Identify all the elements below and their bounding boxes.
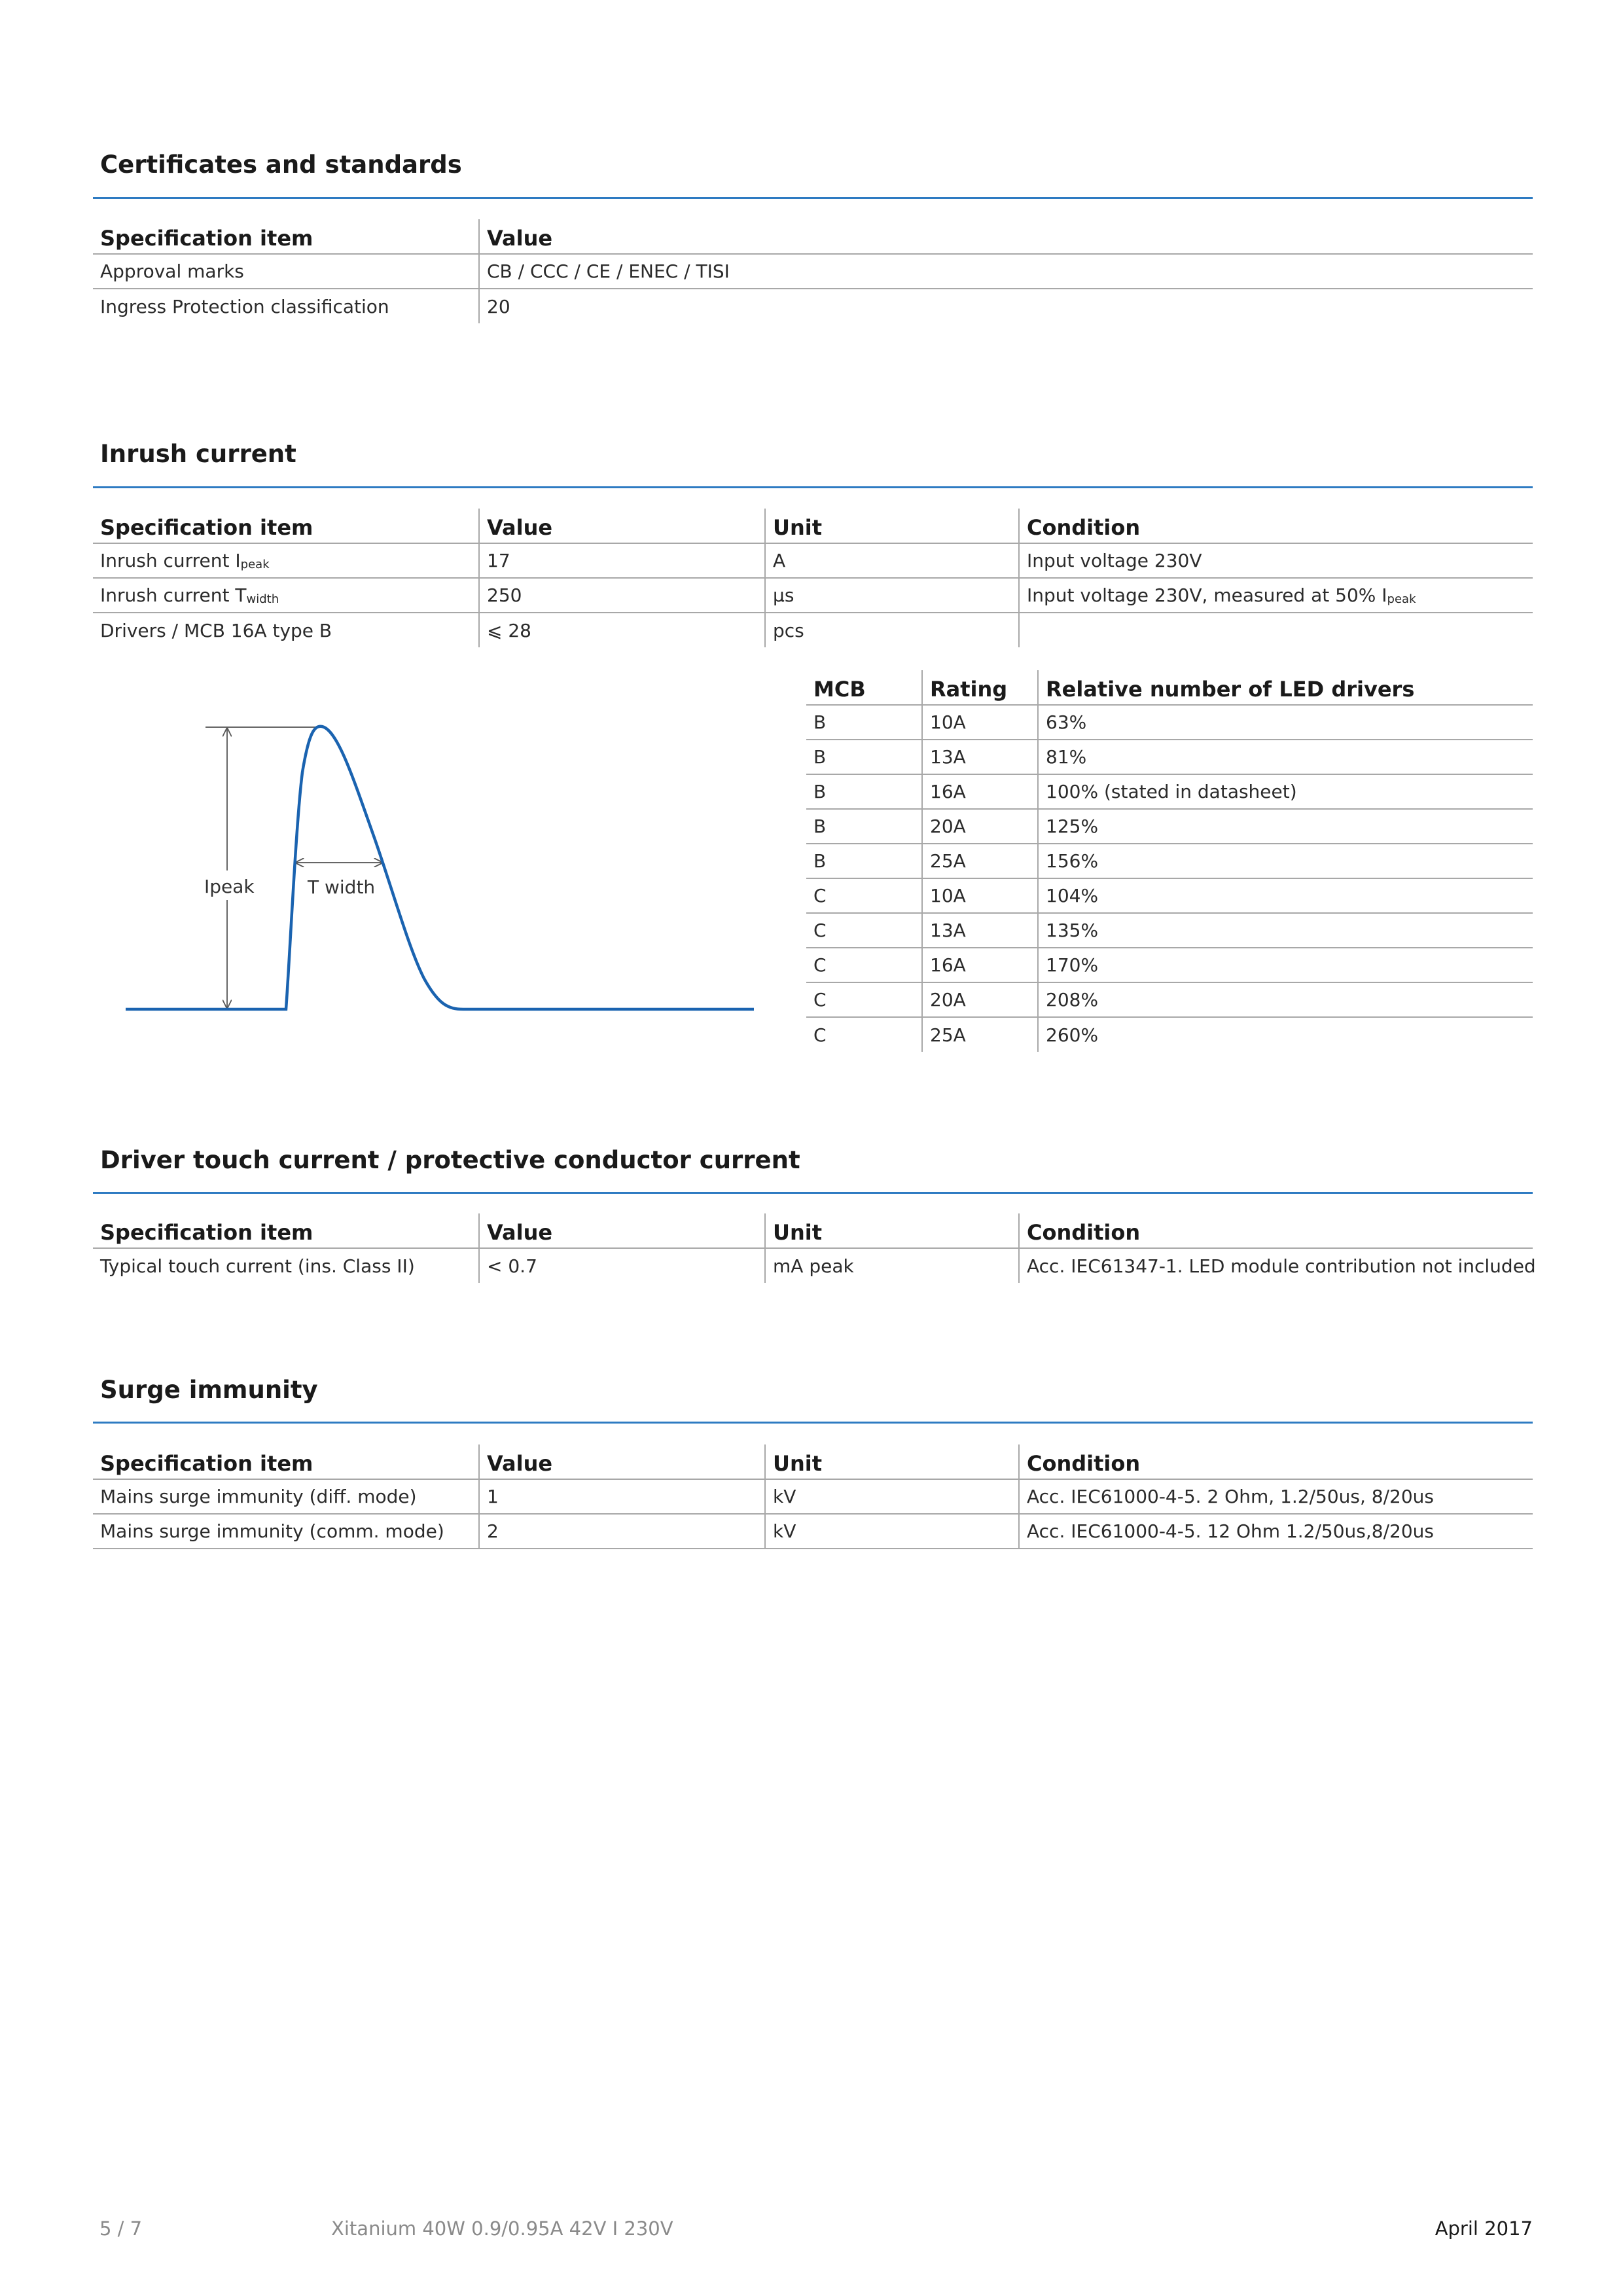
section-rule-touch-current [93, 1192, 1533, 1194]
unit-cell: A [765, 543, 1019, 578]
relative-number-cell: 125% [1038, 809, 1533, 844]
rating-cell: 10A [922, 705, 1038, 740]
inrush-table [93, 509, 1533, 647]
rating-cell: 20A [922, 982, 1038, 1017]
rating-cell: 16A [922, 948, 1038, 982]
rating-cell: 25A [922, 844, 1038, 878]
twidth-label: T width [308, 876, 376, 898]
certificates-table [93, 219, 1533, 323]
table-row [806, 774, 1533, 809]
mcb-type-cell: C [806, 948, 922, 982]
column-header: Unit [765, 1444, 1019, 1479]
table-row [93, 578, 1533, 613]
mcb-type-cell: C [806, 982, 922, 1017]
relative-number-cell: 104% [1038, 878, 1533, 913]
spec-item-cell: Mains surge immunity (comm. mode) [93, 1514, 479, 1549]
column-header: Specification item [93, 219, 479, 254]
column-header: Condition [1019, 1213, 1533, 1248]
spec-item-text: Drivers / MCB 16A type B [100, 619, 332, 641]
table-row [806, 1017, 1533, 1052]
spec-item-cell [93, 578, 479, 613]
inrush-waveform-line [126, 726, 754, 1009]
column-header: Specification item [93, 509, 479, 543]
table-row [806, 740, 1533, 774]
spec-item-cell [93, 613, 479, 647]
unit-cell: mA peak [765, 1248, 1019, 1283]
rating-cell: 10A [922, 878, 1038, 913]
column-header: Value [479, 509, 765, 543]
rating-cell: 16A [922, 774, 1038, 809]
unit-cell: kV [765, 1514, 1019, 1549]
unit-cell: pcs [765, 613, 1019, 647]
table-row [93, 1248, 1533, 1283]
table-row [806, 809, 1533, 844]
column-header: Specification item [93, 1213, 479, 1248]
section-rule-certificates [93, 197, 1533, 199]
footer-page-number: 5 / 7 [99, 2217, 143, 2240]
section-title-surge: Surge immunity [100, 1376, 318, 1404]
relative-number-cell: 156% [1038, 844, 1533, 878]
mcb-type-cell: B [806, 740, 922, 774]
mcb-type-cell: B [806, 809, 922, 844]
mcb-type-cell: C [806, 913, 922, 948]
table-row [806, 948, 1533, 982]
inrush-waveform-diagram [118, 707, 772, 1034]
unit-cell: μs [765, 578, 1019, 613]
mcb-type-cell: C [813, 1024, 827, 1046]
rating-cell: 13A [922, 740, 1038, 774]
table-row [93, 254, 1533, 289]
touch-current-table [93, 1213, 1536, 1283]
table-row [93, 613, 1533, 647]
column-header: Relative number of LED drivers [1038, 670, 1533, 705]
unit-cell: kV [765, 1479, 1019, 1514]
mcb-table [806, 670, 1533, 1052]
condition-cell [1019, 613, 1533, 647]
condition-subscript: peak [1387, 592, 1416, 606]
table-row [93, 1514, 1533, 1549]
relative-number-cell: 100% (stated in datasheet) [1038, 774, 1533, 809]
table-row [806, 878, 1533, 913]
relative-number-cell: 135% [1038, 913, 1533, 948]
table-row [93, 1479, 1533, 1514]
relative-number-cell: 63% [1038, 705, 1533, 740]
value-cell: < 0.7 [479, 1248, 765, 1283]
condition-cell: Acc. IEC61347-1. LED module contribution not included [1019, 1248, 1533, 1283]
value-cell: 1 [479, 1479, 765, 1514]
condition-cell [1019, 543, 1533, 578]
spec-item-cell: Mains surge immunity (diff. mode) [93, 1479, 479, 1514]
column-header: Value [479, 1213, 765, 1248]
column-header: MCB [806, 670, 922, 705]
spec-item-cell: Typical touch current (ins. Class II) [100, 1255, 415, 1277]
mcb-type-cell: B [806, 705, 922, 740]
value-cell: ⩽ 28 [479, 613, 765, 647]
column-header: Condition [1019, 1444, 1533, 1479]
mcb-type-cell: B [806, 774, 922, 809]
rating-cell: 13A [922, 913, 1038, 948]
spec-item-cell: Ingress Protection classification [100, 295, 389, 317]
spec-item-subscript: peak [240, 558, 270, 571]
relative-number-cell: 260% [1038, 1017, 1533, 1052]
spec-item-text: Inrush current T [100, 584, 247, 606]
value-cell: 2 [479, 1514, 765, 1549]
rating-cell: 25A [922, 1017, 1038, 1052]
condition-cell: Acc. IEC61000-4-5. 2 Ohm, 1.2/50us, 8/20us [1019, 1479, 1533, 1514]
spec-item-text: Inrush current I [100, 550, 241, 571]
surge-table [93, 1444, 1533, 1549]
section-title-inrush: Inrush current [100, 440, 296, 468]
condition-cell: Acc. IEC61000-4-5. 12 Ohm 1.2/50us,8/20us [1019, 1514, 1533, 1549]
table-row [806, 705, 1533, 740]
condition-cell [1019, 578, 1533, 613]
column-header: Specification item [93, 1444, 479, 1479]
column-header: Value [479, 219, 1533, 254]
table-row [806, 913, 1533, 948]
relative-number-cell: 81% [1038, 740, 1533, 774]
spec-item-cell: Approval marks [93, 254, 479, 289]
column-header: Condition [1019, 509, 1533, 543]
spec-item-cell [93, 543, 479, 578]
relative-number-cell: 208% [1038, 982, 1533, 1017]
value-cell: 250 [479, 578, 765, 613]
footer-date: April 2017 [1435, 2217, 1533, 2240]
table-row [93, 543, 1533, 578]
section-title-touch-current: Driver touch current / protective conductor current [100, 1146, 800, 1174]
value-cell: 20 [479, 289, 1533, 323]
spec-item-subscript: width [246, 592, 279, 606]
table-row [93, 289, 1533, 323]
table-row [806, 844, 1533, 878]
column-header: Unit [765, 1213, 1019, 1248]
value-cell: CB / CCC / CE / ENEC / TISI [479, 254, 1533, 289]
section-rule-surge [93, 1422, 1533, 1424]
section-rule-inrush [93, 486, 1533, 488]
mcb-type-cell: B [806, 844, 922, 878]
ipeak-label: Ipeak [204, 876, 255, 897]
table-row [806, 982, 1533, 1017]
condition-text: Input voltage 230V [1027, 550, 1202, 571]
mcb-type-cell: C [806, 878, 922, 913]
column-header: Rating [922, 670, 1038, 705]
rating-cell: 20A [922, 809, 1038, 844]
column-header: Unit [765, 509, 1019, 543]
relative-number-cell: 170% [1038, 948, 1533, 982]
footer-product-name: Xitanium 40W 0.9/0.95A 42V I 230V [331, 2217, 673, 2240]
column-header: Value [479, 1444, 765, 1479]
condition-text: Input voltage 230V, measured at 50% I [1027, 584, 1387, 606]
value-cell: 17 [479, 543, 765, 578]
section-title-certificates: Certificates and standards [100, 151, 462, 179]
